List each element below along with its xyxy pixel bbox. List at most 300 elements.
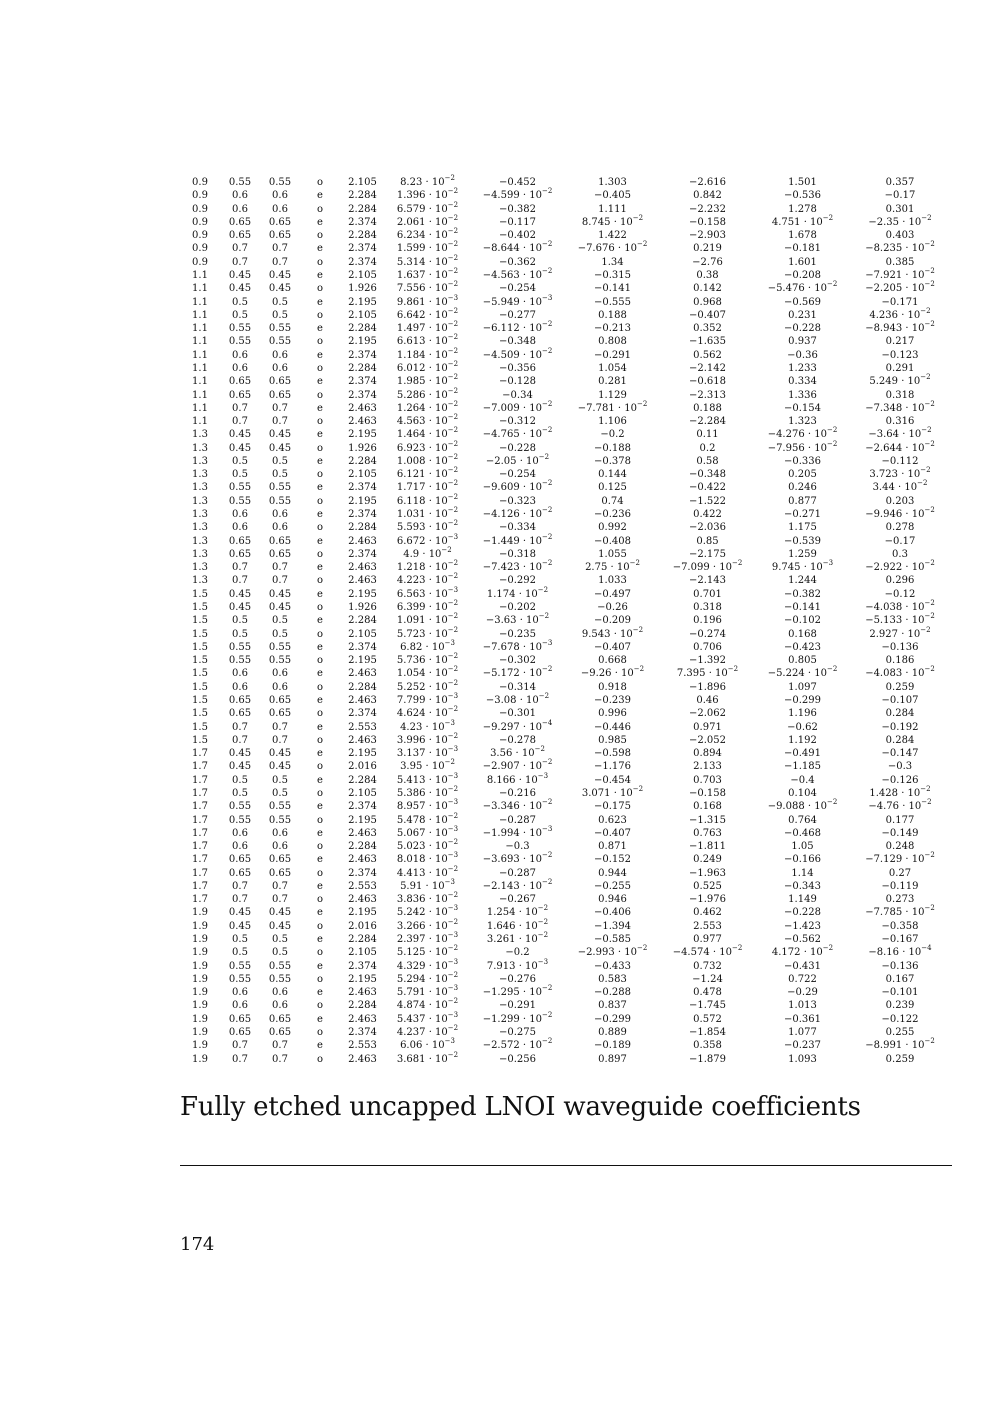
table-cell: $1.091 \cdot 10^{-2}$ (396, 612, 459, 627)
table-cell: −1.392 (688, 655, 726, 667)
table-cell: 0.422 (693, 509, 722, 521)
table-cell: 0.65 (268, 867, 292, 879)
table-cell: o (316, 416, 324, 428)
table-cell: −0.271 (783, 509, 821, 521)
table-cell: $-7.099 \cdot 10^{-2}$ (672, 559, 743, 574)
table-cell: 0.7 (232, 256, 248, 268)
table-cell: e (317, 216, 323, 228)
table-cell: o (316, 442, 324, 454)
table-cell: 1.7 (192, 774, 208, 786)
table-cell: −0.62 (787, 721, 818, 733)
table-cell: 0.871 (598, 841, 627, 853)
table-cell: $1.637 \cdot 10^{-2}$ (396, 266, 459, 281)
table-cell: $2.061 \cdot 10^{-2}$ (396, 213, 459, 228)
table-cell: 0.58 (696, 455, 719, 467)
table-cell: 0.125 (598, 482, 627, 494)
table-cell: 1.926 (348, 442, 377, 454)
table-cell: 1.601 (788, 256, 817, 268)
table-cell: $5.294 \cdot 10^{-2}$ (396, 970, 459, 985)
table-row (180, 468, 950, 481)
table-cell: 1.3 (192, 562, 208, 574)
table-cell: 0.186 (885, 655, 915, 667)
table-row (180, 694, 950, 707)
table-row (180, 734, 950, 747)
table-cell: 0.7 (232, 1053, 248, 1065)
table-cell: 0.889 (598, 1027, 627, 1038)
table-cell: −0.539 (783, 535, 821, 547)
table-cell: 1.033 (598, 575, 627, 587)
table-cell: −0.431 (783, 960, 821, 972)
table-cell: 1.077 (788, 1027, 817, 1038)
table-cell: 1.5 (192, 734, 208, 746)
table-cell: 0.842 (693, 190, 722, 202)
table-cell: −0.497 (593, 588, 631, 600)
table-cell: o (316, 947, 324, 959)
table-cell: o (316, 628, 324, 640)
table-cell: o (316, 920, 324, 932)
table-cell: 1.422 (598, 230, 627, 242)
table-cell: e (317, 243, 323, 255)
table-cell: 2.463 (348, 827, 377, 839)
table-cell: −2.036 (688, 522, 726, 534)
table-cell: $5.413 \cdot 10^{-3}$ (396, 771, 459, 786)
table-cell: 1.336 (788, 389, 817, 401)
table-cell: $-2.35 \cdot 10^{-2}$ (868, 213, 932, 228)
table-cell: 0.203 (885, 495, 915, 507)
table-cell: −0.154 (783, 402, 821, 414)
table-cell: 0.808 (598, 336, 627, 348)
table-row (180, 455, 950, 468)
table-cell: 0.167 (885, 973, 915, 985)
table-cell: −0.585 (593, 934, 631, 946)
table-cell: −1.394 (593, 920, 631, 932)
table-cell: $3.681 \cdot 10^{-2}$ (396, 1050, 459, 1065)
table-cell: 2.374 (348, 867, 377, 879)
table-cell: $4.172 \cdot 10^{-2}$ (771, 944, 834, 959)
table-cell: −0.128 (498, 376, 536, 388)
table-cell: 0.6 (232, 362, 248, 374)
table-cell: 0.55 (268, 655, 292, 667)
table-cell: 0.996 (598, 708, 627, 720)
table-cell: −0.618 (688, 376, 726, 388)
table-cell: 1.501 (788, 177, 817, 188)
table-cell: 0.6 (232, 681, 248, 693)
table-cell: 0.877 (788, 495, 817, 507)
table-cell: $1.497 \cdot 10^{-2}$ (396, 320, 459, 335)
table-cell: 0.45 (228, 588, 252, 600)
table-cell: 0.11 (696, 429, 719, 441)
table-cell: $5.125 \cdot 10^{-2}$ (396, 944, 459, 959)
table-row (180, 867, 950, 880)
table-cell: $-4.509 \cdot 10^{-2}$ (482, 346, 553, 361)
table-cell: −0.17 (884, 190, 916, 202)
table-cell: $2.75 \cdot 10^{-2}$ (585, 559, 640, 574)
table-cell: 2.133 (693, 761, 722, 773)
table-cell: 0.352 (693, 323, 722, 335)
table-cell: −0.147 (881, 748, 919, 760)
table-cell: $-9.609 \cdot 10^{-2}$ (482, 479, 553, 494)
table-cell: −0.274 (688, 628, 726, 640)
table-cell: $5.249 \cdot 10^{-2}$ (869, 373, 931, 388)
table-cell: $1.054 \cdot 10^{-2}$ (396, 665, 459, 680)
table-cell: $1.174 \cdot 10^{-2}$ (486, 585, 549, 600)
table-cell: −0.17 (884, 535, 916, 547)
table-cell: 0.7 (272, 880, 288, 892)
table-cell: −0.254 (498, 469, 536, 481)
table-cell: 0.55 (268, 641, 292, 653)
table-cell: $-7.678 \cdot 10^{-3}$ (482, 638, 553, 653)
table-cell: $-3.346 \cdot 10^{-2}$ (482, 798, 553, 813)
table-cell: 1.3 (192, 455, 208, 467)
table-cell: 0.65 (228, 708, 252, 720)
table-cell: e (317, 455, 323, 467)
table-row (180, 216, 950, 229)
table-cell: 0.7 (232, 416, 248, 428)
table-cell: −0.536 (783, 190, 821, 202)
table-cell: −0.287 (498, 814, 536, 826)
table-cell: 0.27 (888, 867, 912, 879)
table-cell: 2.195 (348, 495, 377, 507)
table-cell: 0.7 (272, 562, 288, 574)
table-cell: 0.45 (268, 748, 292, 760)
table-cell: 0.65 (228, 376, 252, 388)
table-cell: −0.562 (783, 934, 821, 946)
table-cell: $-7.921 \cdot 10^{-2}$ (865, 266, 935, 281)
table-cell: 0.5 (272, 947, 288, 959)
table-cell: $-6.112 \cdot 10^{-2}$ (482, 320, 553, 335)
table-cell: 0.6 (232, 1000, 248, 1012)
table-cell: −0.356 (498, 362, 536, 374)
table-cell: o (316, 362, 324, 374)
table-cell: 0.7 (232, 1040, 248, 1052)
table-cell: 2.284 (348, 774, 377, 786)
table-row (180, 521, 950, 534)
table-cell: e (317, 296, 323, 308)
table-cell: 0.5 (272, 934, 288, 946)
table-cell: 2.463 (348, 1013, 377, 1025)
table-cell: 2.553 (348, 880, 377, 892)
table-cell: 0.65 (228, 694, 252, 706)
table-cell: 1.259 (788, 548, 817, 560)
table-cell: 2.374 (348, 548, 377, 560)
table-cell: o (316, 973, 324, 985)
table-cell: −0.188 (593, 442, 631, 454)
table-row (180, 296, 950, 309)
table-row (180, 1026, 950, 1039)
table-cell: −0.555 (593, 296, 631, 308)
table-cell: $8.957 \cdot 10^{-3}$ (396, 798, 459, 813)
table-cell: 0.5 (272, 787, 288, 799)
table-cell: 0.9 (192, 230, 208, 242)
table-cell: −0.209 (593, 615, 631, 627)
table-cell: 0.65 (268, 230, 292, 242)
table-cell: $6.399 \cdot 10^{-2}$ (396, 599, 459, 613)
table-cell: $-5.949 \cdot 10^{-3}$ (482, 293, 553, 308)
table-cell: o (316, 469, 324, 481)
table-cell: 2.374 (348, 960, 377, 972)
table-cell: −0.149 (881, 827, 919, 839)
table-cell: −0.122 (881, 1013, 919, 1025)
table-row (180, 442, 950, 455)
table-cell: 0.45 (228, 602, 252, 613)
table-cell: −2.175 (688, 548, 726, 560)
table-cell: 2.105 (348, 269, 377, 281)
table-row (180, 946, 950, 959)
table-cell: −0.216 (498, 787, 536, 799)
table-cell: 1.9 (192, 1000, 208, 1012)
table-row (180, 508, 950, 521)
table-cell: 0.7 (232, 562, 248, 574)
table-cell: $1.396 \cdot 10^{-2}$ (396, 187, 459, 202)
table-cell: e (317, 376, 323, 388)
table-cell: 2.105 (348, 309, 377, 321)
table-row (180, 588, 950, 601)
table-cell: −0.276 (498, 973, 536, 985)
table-cell: o (316, 389, 324, 401)
table-cell: 1.9 (192, 1027, 208, 1038)
table-cell: 0.65 (228, 1027, 252, 1038)
table-cell: $5.91 \cdot 10^{-3}$ (400, 877, 455, 892)
table-cell: −0.348 (688, 469, 726, 481)
table-cell: 1.1 (192, 416, 208, 428)
table-cell: 2.463 (348, 694, 377, 706)
table-row (180, 906, 950, 919)
table-cell: 0.45 (228, 269, 252, 281)
table-cell: 0.168 (788, 628, 817, 640)
table-cell: 0.65 (268, 854, 292, 866)
table-cell: $5.242 \cdot 10^{-3}$ (396, 904, 459, 919)
table-cell: e (317, 748, 323, 760)
table-cell: $8.018 \cdot 10^{-3}$ (396, 851, 459, 866)
table-cell: $2.397 \cdot 10^{-3}$ (396, 931, 459, 946)
table-cell: 1.3 (192, 509, 208, 521)
table-cell: 0.5 (232, 455, 248, 467)
table-row (180, 189, 950, 202)
table-cell: 1.1 (192, 269, 208, 281)
table-cell: 0.6 (232, 203, 248, 215)
table-cell: −0.3 (887, 761, 913, 773)
table-cell: −0.291 (593, 349, 631, 361)
table-cell: $-4.083 \cdot 10^{-2}$ (865, 665, 935, 680)
table-cell: $-4.563 \cdot 10^{-2}$ (482, 266, 553, 281)
table-cell: −0.26 (597, 602, 628, 613)
table-cell: o (316, 787, 324, 799)
table-cell: 2.374 (348, 641, 377, 653)
table-cell: 0.5 (232, 934, 248, 946)
table-cell: 2.374 (348, 509, 377, 521)
table-cell: −0.334 (498, 522, 536, 534)
coefficient-table-container (180, 176, 950, 1066)
table-cell: 0.6 (232, 349, 248, 361)
table-cell: −0.228 (783, 907, 821, 919)
table-cell: −0.407 (593, 641, 631, 653)
table-cell: 0.6 (272, 509, 288, 521)
table-cell: 1.093 (788, 1053, 817, 1065)
table-cell: 0.6 (232, 668, 248, 680)
table-cell: 0.6 (232, 522, 248, 534)
table-cell: −0.189 (593, 1040, 631, 1052)
table-cell: 2.463 (348, 894, 377, 906)
table-cell: 0.55 (268, 336, 292, 348)
table-cell: 0.65 (268, 376, 292, 388)
table-row (180, 322, 950, 335)
table-cell: −0.202 (498, 602, 536, 613)
table-cell: −0.158 (688, 787, 726, 799)
table-cell: 1.7 (192, 894, 208, 906)
table-cell: $-3.63 \cdot 10^{-2}$ (485, 612, 550, 627)
table-row (180, 282, 950, 295)
table-cell: 1.9 (192, 907, 208, 919)
table-cell: $7.799 \cdot 10^{-3}$ (396, 691, 459, 706)
table-cell: $5.791 \cdot 10^{-3}$ (396, 984, 459, 999)
table-cell: 0.478 (693, 987, 722, 999)
table-cell: 0.5 (232, 469, 248, 481)
table-cell: e (317, 402, 323, 414)
table-cell: −2.062 (688, 708, 726, 720)
table-cell: $4.874 \cdot 10^{-2}$ (396, 997, 459, 1012)
table-cell: −1.854 (688, 1027, 726, 1038)
table-row (180, 760, 950, 773)
table-cell: $1.218 \cdot 10^{-2}$ (396, 559, 459, 574)
table-cell: $4.329 \cdot 10^{-3}$ (396, 957, 459, 972)
table-cell: 1.3 (192, 548, 208, 560)
table-row (180, 176, 950, 189)
table-cell: 1.926 (348, 602, 377, 613)
table-cell: e (317, 1013, 323, 1025)
table-cell: 0.5 (232, 296, 248, 308)
table-cell: 0.55 (268, 323, 292, 335)
table-cell: $4.563 \cdot 10^{-2}$ (396, 413, 459, 428)
table-cell: 2.284 (348, 190, 377, 202)
table-cell: e (317, 960, 323, 972)
table-cell: 1.129 (598, 389, 627, 401)
table-cell: 0.6 (272, 827, 288, 839)
table-cell: 0.55 (228, 641, 252, 653)
table-cell: 1.5 (192, 588, 208, 600)
table-cell: 1.9 (192, 960, 208, 972)
table-cell: 0.205 (788, 469, 817, 481)
table-cell: 1.7 (192, 827, 208, 839)
table-cell: 1.5 (192, 668, 208, 680)
table-cell: $-5.172 \cdot 10^{-2}$ (482, 665, 553, 680)
table-cell: −0.237 (783, 1040, 821, 1052)
table-cell: −0.101 (881, 987, 919, 999)
table-cell: 0.55 (228, 495, 252, 507)
table-cell: 0.6 (232, 841, 248, 853)
table-cell: 1.3 (192, 429, 208, 441)
table-cell: e (317, 1040, 323, 1052)
table-cell: $5.593 \cdot 10^{-2}$ (396, 519, 459, 534)
table-cell: 1.7 (192, 787, 208, 799)
table-cell: 0.837 (598, 1000, 627, 1012)
table-cell: −0.123 (881, 349, 919, 361)
table-row (180, 309, 950, 322)
table-cell: 0.45 (228, 761, 252, 773)
table-cell: 0.9 (192, 216, 208, 228)
table-cell: $5.386 \cdot 10^{-2}$ (396, 784, 459, 799)
table-cell: 2.195 (348, 296, 377, 308)
table-cell: −2.232 (688, 203, 726, 215)
table-cell: $4.23 \cdot 10^{-3}$ (400, 718, 455, 733)
table-cell: $6.012 \cdot 10^{-2}$ (396, 359, 459, 374)
table-cell: $5.023 \cdot 10^{-2}$ (396, 838, 459, 853)
table-cell: $-8.943 \cdot 10^{-2}$ (865, 320, 935, 335)
table-cell: $3.261 \cdot 10^{-2}$ (486, 931, 549, 946)
table-cell: $-7.785 \cdot 10^{-2}$ (865, 904, 935, 919)
table-cell: 2.284 (348, 522, 377, 534)
table-cell: $-7.009 \cdot 10^{-2}$ (482, 399, 553, 414)
table-body (180, 176, 950, 1066)
table-cell: $1.717 \cdot 10^{-2}$ (396, 479, 459, 494)
table-cell: 1.5 (192, 721, 208, 733)
table-cell: 0.7 (272, 402, 288, 414)
table-cell: 0.7 (272, 416, 288, 428)
table-cell: e (317, 934, 323, 946)
table-cell: 1.244 (788, 575, 817, 587)
table-cell: 0.9 (192, 190, 208, 202)
table-cell: $4.624 \cdot 10^{-2}$ (396, 705, 459, 720)
table-cell: o (316, 495, 324, 507)
table-cell: 2.195 (348, 655, 377, 667)
table-cell: $4.751 \cdot 10^{-2}$ (771, 213, 834, 228)
table-cell: $-8.16 \cdot 10^{-4}$ (868, 944, 932, 959)
table-cell: 0.6 (272, 522, 288, 534)
table-cell: $3.137 \cdot 10^{-3}$ (396, 745, 459, 760)
table-cell: 0.7 (272, 1053, 288, 1065)
table-cell: −0.405 (593, 190, 631, 202)
table-cell: 0.55 (268, 960, 292, 972)
table-cell: 0.188 (693, 402, 722, 414)
table-cell: 1.1 (192, 362, 208, 374)
table-row (180, 800, 950, 813)
table-cell: $1.254 \cdot 10^{-2}$ (486, 904, 549, 919)
table-cell: 0.968 (693, 296, 722, 308)
table-cell: 0.7 (232, 880, 248, 892)
table-cell: e (317, 190, 323, 202)
table-cell: 0.977 (693, 934, 722, 946)
table-cell: 1.7 (192, 867, 208, 879)
table-cell: 0.65 (228, 867, 252, 879)
table-cell: −0.361 (783, 1013, 821, 1025)
table-cell: −0.277 (498, 309, 536, 321)
table-cell: −0.422 (688, 482, 726, 494)
table-cell: 1.5 (192, 615, 208, 627)
table-cell: 1.3 (192, 442, 208, 454)
table-cell: 0.944 (598, 867, 627, 879)
table-cell: −0.491 (783, 748, 821, 760)
table-cell: −0.312 (498, 416, 536, 428)
table-cell: 0.358 (693, 1040, 722, 1052)
table-cell: $5.736 \cdot 10^{-2}$ (396, 652, 459, 667)
table-cell: 0.284 (885, 734, 915, 746)
table-cell: 0.65 (268, 694, 292, 706)
table-cell: −0.208 (783, 269, 821, 281)
table-cell: $4.9 \cdot 10^{-2}$ (403, 545, 452, 560)
table-cell: −0.141 (783, 602, 821, 613)
table-cell: −0.4 (790, 774, 815, 786)
table-cell: 1.3 (192, 535, 208, 547)
table-cell: 2.374 (348, 1027, 377, 1038)
table-cell: 2.284 (348, 1000, 377, 1012)
table-cell: 2.016 (348, 761, 377, 773)
table-cell: o (316, 203, 324, 215)
table-cell: 0.668 (598, 655, 627, 667)
table-cell: −0.34 (502, 389, 533, 401)
table-row (180, 256, 950, 269)
table-cell: 0.249 (693, 854, 722, 866)
table-row (180, 707, 950, 720)
table-cell: −0.158 (688, 216, 726, 228)
